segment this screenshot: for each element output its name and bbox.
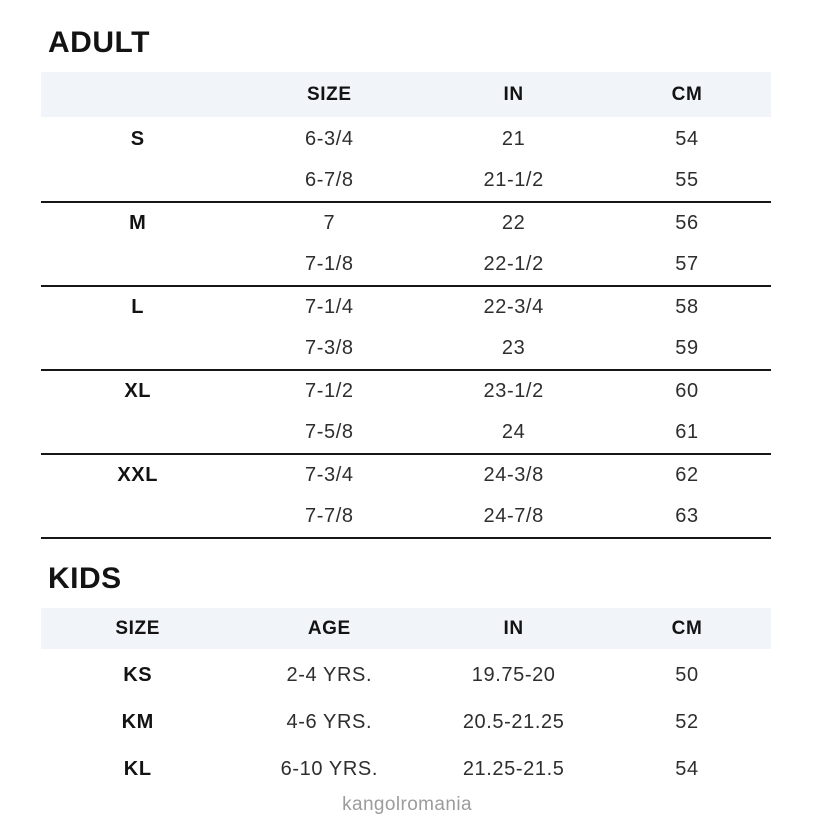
inches-value: 22-1/2 — [483, 253, 544, 275]
age-value: 6-10 YRS. — [280, 758, 378, 780]
size-group-label: S — [130, 128, 145, 150]
group-divider — [41, 537, 771, 539]
size-group-label: XL — [124, 380, 152, 402]
size-group-label: L — [131, 296, 145, 318]
table-row — [41, 699, 771, 746]
kids-section-heading: KIDS — [48, 562, 122, 595]
size-value: 7-7/8 — [305, 505, 354, 527]
table-row — [41, 455, 771, 496]
size-group-label: XXL — [117, 464, 159, 486]
size-value: 7-3/4 — [305, 464, 354, 486]
size-value: 7-5/8 — [305, 421, 354, 443]
cm-value: 54 — [675, 128, 699, 150]
table-row — [41, 203, 771, 244]
cm-value: 55 — [675, 169, 699, 191]
adult-size-table — [41, 72, 771, 539]
cm-value: 50 — [675, 664, 699, 686]
size-value: 7-1/2 — [305, 380, 354, 402]
cm-value: 58 — [675, 296, 699, 318]
cm-value: 56 — [675, 212, 699, 234]
kids-header-in: IN — [503, 617, 524, 639]
table-row — [41, 496, 771, 537]
table-row — [41, 652, 771, 699]
kids-size-label: KL — [123, 758, 152, 780]
inches-value: 24 — [501, 421, 526, 443]
size-value: 6-7/8 — [305, 169, 354, 191]
cm-value: 59 — [675, 337, 699, 359]
cm-value: 57 — [675, 253, 699, 275]
table-row — [41, 160, 771, 201]
inches-value: 23-1/2 — [483, 380, 544, 402]
cm-value: 63 — [675, 505, 699, 527]
kids-size-table — [41, 608, 771, 793]
inches-value: 19.75-20 — [471, 664, 556, 686]
age-value: 2-4 YRS. — [286, 664, 373, 686]
adult-section-heading: ADULT — [48, 26, 150, 59]
kids-size-label: KS — [123, 664, 153, 686]
cm-value: 52 — [675, 711, 699, 733]
brand-watermark: kangolromania — [342, 794, 472, 815]
table-row — [41, 328, 771, 369]
cm-value: 62 — [675, 464, 699, 486]
inches-value: 24-3/8 — [483, 464, 544, 486]
cm-value: 61 — [675, 421, 699, 443]
cm-value: 60 — [675, 380, 699, 402]
table-row — [41, 244, 771, 285]
adult-header-size: SIZE — [307, 83, 352, 105]
kids-header-cm: CM — [671, 617, 703, 639]
inches-value: 23 — [501, 337, 526, 359]
size-value: 7-3/8 — [305, 337, 354, 359]
inches-value: 21-1/2 — [483, 169, 544, 191]
inches-value: 20.5-21.25 — [462, 711, 565, 733]
size-group-label: M — [129, 212, 147, 234]
size-value: 7-1/8 — [305, 253, 354, 275]
table-row — [41, 412, 771, 453]
kids-header-size: SIZE — [115, 617, 161, 639]
age-value: 4-6 YRS. — [286, 711, 373, 733]
inches-value: 21.25-21.5 — [462, 758, 565, 780]
table-row — [41, 371, 771, 412]
kids-size-label: KM — [121, 711, 154, 733]
inches-value: 22 — [501, 212, 526, 234]
adult-header-cm: CM — [671, 83, 703, 105]
adult-header-in: IN — [503, 83, 524, 105]
inches-value: 24-7/8 — [483, 505, 544, 527]
kids-header-age: AGE — [307, 617, 351, 639]
table-row — [41, 746, 771, 793]
size-value: 6-3/4 — [305, 128, 354, 150]
adult-header-row — [41, 72, 771, 117]
size-value: 7 — [323, 212, 336, 234]
table-row — [41, 287, 771, 328]
table-row — [41, 119, 771, 160]
inches-value: 22-3/4 — [483, 296, 544, 318]
cm-value: 54 — [675, 758, 699, 780]
inches-value: 21 — [501, 128, 526, 150]
size-value: 7-1/4 — [305, 296, 354, 318]
kids-header-row — [41, 608, 771, 649]
